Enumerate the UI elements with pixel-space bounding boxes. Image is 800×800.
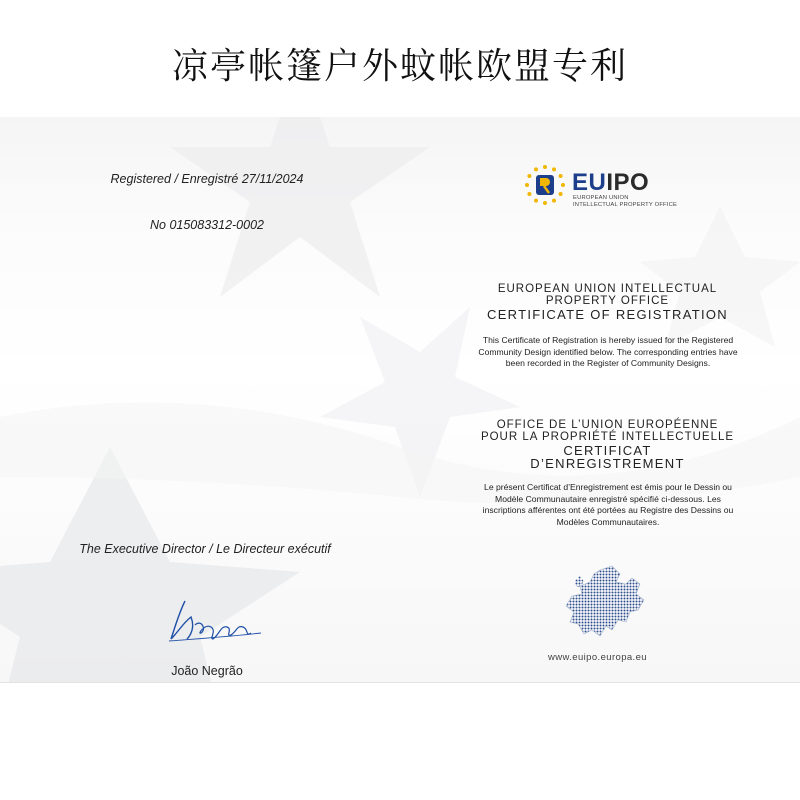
euipo-website: www.euipo.europa.eu (548, 652, 647, 663)
euipo-logo-subtitle: EUROPEAN UNION INTELLECTUAL PROPERTY OFFICE (573, 195, 678, 208)
registration-number: No 015083312-0002 (150, 218, 264, 232)
director-name: João Negrão (171, 664, 243, 678)
director-signature (165, 595, 275, 645)
euipo-logo (523, 163, 683, 209)
english-certificate-title: CERTIFICATE OF REGISTRATION (487, 307, 728, 322)
registration-date: Registered / Enregistré 27/11/2024 (110, 172, 304, 186)
english-office-name: EUROPEAN UNION INTELLECTUAL PROPERTY OFFICE (497, 283, 718, 307)
page-heading: 凉亭帐篷户外蚊帐欧盟专利 (171, 46, 628, 87)
french-office-name: OFFICE DE L’UNION EUROPÉENNE POUR LA PROPRIÉTÉ INTELLECTUELLE (480, 419, 735, 443)
english-certificate-body: This Certificate of Registration is hereby issued for the Registered Community Design identified below. The corresponding entries have been recorded in the Register of Community Designs. (478, 335, 738, 369)
director-title: The Executive Director / Le Directeur exécutif (79, 542, 331, 556)
eu-registration-certificate (0, 117, 800, 683)
euipo-wordmark: EUIPO (572, 169, 650, 196)
eu-stars-emblem-icon (523, 163, 567, 207)
europe-map-icon (560, 564, 655, 644)
french-certificate-body: Le présent Certificat d’Enregistrement est émis pour le Dessin ou Modèle Communautaire enregistré spécifié ci-dessous. Les inscriptions afférentes ont été portées au Registre des Dessins ou Modèles Communautaires. (482, 482, 734, 527)
french-certificate-title: CERTIFICAT D’ENREGISTREMENT (530, 443, 685, 471)
